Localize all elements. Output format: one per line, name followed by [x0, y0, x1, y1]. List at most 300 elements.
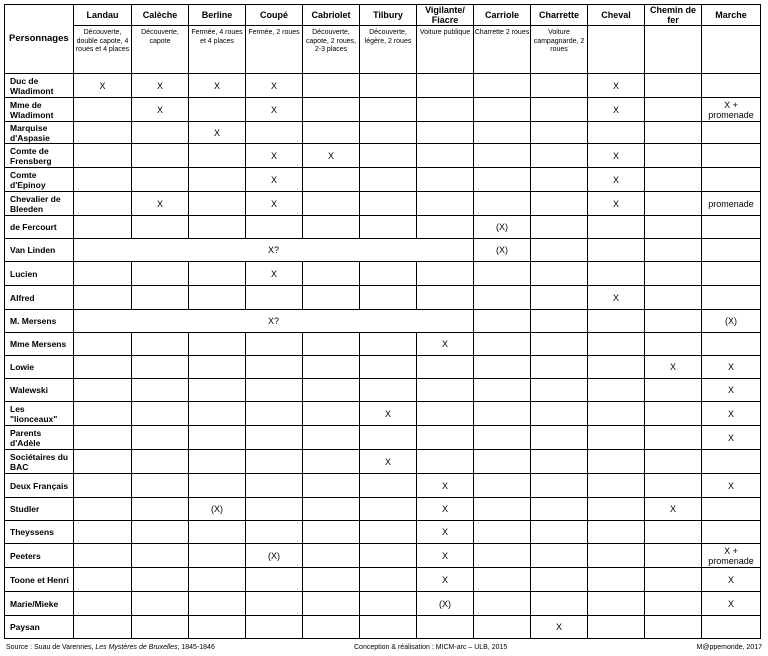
table-cell — [417, 216, 474, 239]
table-cell — [74, 592, 132, 616]
character-name: Alfred — [5, 286, 74, 310]
table-cell — [303, 568, 360, 592]
table-cell — [246, 286, 303, 310]
table-cell — [645, 98, 702, 122]
table-cell — [474, 144, 531, 168]
table-cell — [531, 498, 588, 521]
table-cell — [74, 192, 132, 216]
table-cell — [588, 310, 645, 333]
character-name: Paysan — [5, 616, 74, 639]
table-cell: X + promenade — [702, 98, 761, 122]
source-suffix: , 1845-1846 — [177, 644, 215, 651]
table-cell — [588, 402, 645, 426]
transport-table — [4, 4, 761, 639]
table-cell — [132, 286, 189, 310]
footer — [4, 643, 764, 655]
table-cell — [189, 333, 246, 356]
table-cell: X — [702, 568, 761, 592]
table-cell — [702, 168, 761, 192]
table-cell — [531, 74, 588, 98]
table-cell — [360, 168, 417, 192]
table-cell — [246, 450, 303, 474]
table-row — [5, 474, 761, 498]
character-name: Peeters — [5, 544, 74, 568]
table-row — [5, 74, 761, 98]
table-cell — [588, 616, 645, 639]
table-row — [5, 168, 761, 192]
table-cell — [474, 333, 531, 356]
table-cell — [189, 521, 246, 544]
column-description: Découverte, légère, 2 roues — [360, 26, 417, 74]
table-cell — [645, 379, 702, 402]
table-cell: X — [702, 402, 761, 426]
table-cell: X — [531, 616, 588, 639]
table-cell: X — [417, 568, 474, 592]
table-cell: X — [189, 74, 246, 98]
column-description: Découverte, capote, 2 roues, 2-3 places — [303, 26, 360, 74]
source-title: Les Mystères de Bruxelles — [95, 644, 178, 651]
table-cell — [246, 521, 303, 544]
table-cell — [645, 192, 702, 216]
table-cell — [417, 402, 474, 426]
table-cell — [74, 568, 132, 592]
table-cell — [588, 333, 645, 356]
table-cell: X — [246, 192, 303, 216]
table-cell — [531, 286, 588, 310]
table-cell — [189, 426, 246, 450]
column-header: Landau — [74, 5, 132, 26]
table-cell — [246, 333, 303, 356]
table-cell — [360, 592, 417, 616]
table-cell — [474, 450, 531, 474]
table-cell: X — [246, 262, 303, 286]
column-description — [702, 26, 761, 74]
character-name: Studler — [5, 498, 74, 521]
table-cell — [531, 356, 588, 379]
table-cell — [360, 356, 417, 379]
table-cell — [474, 98, 531, 122]
table-cell — [132, 426, 189, 450]
table-cell — [360, 122, 417, 144]
table-cell — [189, 144, 246, 168]
table-cell — [588, 356, 645, 379]
character-name: Theyssens — [5, 521, 74, 544]
table-cell — [531, 168, 588, 192]
table-cell — [474, 192, 531, 216]
table-cell: X — [588, 286, 645, 310]
character-name: Toone et Henri — [5, 568, 74, 592]
table-cell — [417, 356, 474, 379]
table-cell — [246, 379, 303, 402]
character-name: Walewski — [5, 379, 74, 402]
table-row — [5, 122, 761, 144]
table-cell — [588, 544, 645, 568]
table-row — [5, 262, 761, 286]
column-header: Chemin de fer — [645, 5, 702, 26]
table-cell: X — [132, 192, 189, 216]
table-cell — [531, 402, 588, 426]
table-cell — [531, 333, 588, 356]
table-cell — [74, 474, 132, 498]
table-cell — [645, 262, 702, 286]
table-cell — [360, 568, 417, 592]
table-cell: X — [246, 98, 303, 122]
table-row — [5, 216, 761, 239]
table-cell — [74, 216, 132, 239]
column-header: Calèche — [132, 5, 189, 26]
character-name: Duc de Wladimont — [5, 74, 74, 98]
table-row — [5, 544, 761, 568]
table-cell: X — [417, 521, 474, 544]
table-cell — [531, 426, 588, 450]
table-cell — [417, 144, 474, 168]
table-cell — [360, 192, 417, 216]
table-cell — [702, 74, 761, 98]
table-cell — [189, 616, 246, 639]
character-name: M. Mersens — [5, 310, 74, 333]
table-cell — [531, 98, 588, 122]
table-cell — [132, 474, 189, 498]
column-description: Voiture campagnarde, 2 roues — [531, 26, 588, 74]
table-cell — [132, 216, 189, 239]
table-cell — [74, 450, 132, 474]
column-header: Marche — [702, 5, 761, 26]
table-cell — [702, 450, 761, 474]
table-row — [5, 192, 761, 216]
table-cell — [645, 568, 702, 592]
table-cell — [74, 379, 132, 402]
character-name: Van Linden — [5, 239, 74, 262]
table-cell — [417, 122, 474, 144]
table-cell — [74, 498, 132, 521]
table-cell — [74, 262, 132, 286]
table-cell — [588, 426, 645, 450]
table-cell — [360, 144, 417, 168]
table-cell — [189, 286, 246, 310]
table-cell — [246, 426, 303, 450]
table-cell — [189, 262, 246, 286]
character-name: Comte d'Epinoy — [5, 168, 74, 192]
table-cell — [588, 498, 645, 521]
table-cell: X — [702, 356, 761, 379]
table-cell: X — [246, 144, 303, 168]
table-cell — [474, 262, 531, 286]
credit-note: Conception & réalisation : MICM-arc – ULB, 2015 — [354, 644, 508, 651]
table-cell — [417, 98, 474, 122]
merged-uncertain-cell: X? — [74, 239, 474, 262]
table-cell: X — [246, 168, 303, 192]
table-cell — [531, 592, 588, 616]
table-cell: X — [132, 98, 189, 122]
table-cell — [303, 521, 360, 544]
table-cell — [132, 333, 189, 356]
table-cell — [303, 262, 360, 286]
table-cell — [246, 402, 303, 426]
table-cell — [474, 544, 531, 568]
table-cell — [531, 544, 588, 568]
table-cell — [360, 262, 417, 286]
table-cell: X — [588, 144, 645, 168]
table-row — [5, 498, 761, 521]
table-cell — [474, 498, 531, 521]
copyright-note: M@ppemonde, 2017 — [696, 644, 762, 651]
table-cell: (X) — [474, 239, 531, 262]
table-cell — [417, 379, 474, 402]
table-cell — [645, 474, 702, 498]
table-cell — [645, 544, 702, 568]
table-cell: X — [417, 544, 474, 568]
table-row — [5, 450, 761, 474]
table-cell: X — [360, 402, 417, 426]
table-cell — [417, 168, 474, 192]
table-cell — [303, 356, 360, 379]
table-cell — [246, 592, 303, 616]
table-cell: X — [189, 122, 246, 144]
table-cell: (X) — [417, 592, 474, 616]
table-cell — [360, 286, 417, 310]
table-cell — [417, 426, 474, 450]
column-description: Fermée, 4 roues et 4 places — [189, 26, 246, 74]
table-row — [5, 521, 761, 544]
table-cell: X — [417, 498, 474, 521]
table-cell — [645, 144, 702, 168]
table-cell — [645, 239, 702, 262]
table-cell — [360, 498, 417, 521]
table-cell — [531, 239, 588, 262]
table-row — [5, 592, 761, 616]
table-cell: (X) — [702, 310, 761, 333]
table-cell: X — [588, 74, 645, 98]
table-row — [5, 144, 761, 168]
table-cell — [474, 168, 531, 192]
source-prefix: Source : Suau de Varennes, — [6, 644, 96, 651]
column-header: Coupé — [246, 5, 303, 26]
table-cell — [702, 333, 761, 356]
table-cell — [645, 402, 702, 426]
table-cell — [474, 426, 531, 450]
character-name: Mme de Wladimont — [5, 98, 74, 122]
table-cell — [132, 122, 189, 144]
character-name: Lowie — [5, 356, 74, 379]
table-cell — [303, 74, 360, 98]
table-cell — [531, 310, 588, 333]
table-cell — [189, 379, 246, 402]
table-cell — [360, 426, 417, 450]
table-cell — [189, 192, 246, 216]
table-cell: X — [645, 356, 702, 379]
table-cell — [303, 474, 360, 498]
table-cell — [645, 286, 702, 310]
table-cell — [474, 356, 531, 379]
table-cell — [588, 592, 645, 616]
table-cell — [702, 144, 761, 168]
table-cell — [474, 568, 531, 592]
table-cell — [246, 216, 303, 239]
table-cell — [189, 592, 246, 616]
table-cell — [189, 402, 246, 426]
table-cell — [531, 379, 588, 402]
corner-label: Personnages — [5, 5, 74, 74]
table-row — [5, 426, 761, 450]
table-cell — [360, 544, 417, 568]
character-name: Les "lionceaux" — [5, 402, 74, 426]
table-row — [5, 379, 761, 402]
table-cell — [417, 192, 474, 216]
table-cell — [360, 98, 417, 122]
character-name: Marquise d'Aspasie — [5, 122, 74, 144]
column-header-row — [5, 5, 761, 26]
table-cell — [132, 379, 189, 402]
table-cell — [474, 286, 531, 310]
table-cell — [360, 616, 417, 639]
table-cell — [531, 450, 588, 474]
column-header: Cheval — [588, 5, 645, 26]
table-cell — [132, 521, 189, 544]
table-cell: X — [132, 74, 189, 98]
table-cell — [588, 450, 645, 474]
table-cell — [303, 592, 360, 616]
table-cell — [74, 426, 132, 450]
table-cell: X — [702, 426, 761, 450]
table-cell — [74, 616, 132, 639]
character-name: Mme Mersens — [5, 333, 74, 356]
table-row — [5, 616, 761, 639]
table-cell: X — [417, 333, 474, 356]
table-cell — [74, 356, 132, 379]
table-row — [5, 402, 761, 426]
table-row — [5, 239, 761, 262]
table-cell — [417, 616, 474, 639]
table-cell — [246, 498, 303, 521]
table-cell — [74, 168, 132, 192]
table-cell — [531, 521, 588, 544]
table-cell — [360, 521, 417, 544]
table-cell — [303, 616, 360, 639]
table-cell — [303, 168, 360, 192]
column-description — [588, 26, 645, 74]
table-cell — [246, 474, 303, 498]
table-cell — [189, 450, 246, 474]
column-header: Tilbury — [360, 5, 417, 26]
table-cell — [132, 544, 189, 568]
table-cell — [417, 74, 474, 98]
table-body — [5, 74, 761, 639]
table-cell — [189, 474, 246, 498]
column-header: Cabriolet — [303, 5, 360, 26]
table-cell: X — [246, 74, 303, 98]
table-cell — [303, 122, 360, 144]
table-cell — [303, 426, 360, 450]
table-cell — [360, 74, 417, 98]
character-name: Lucien — [5, 262, 74, 286]
table-cell — [303, 450, 360, 474]
table-cell: X — [702, 592, 761, 616]
table-cell: X + promenade — [702, 544, 761, 568]
table-cell — [132, 262, 189, 286]
table-cell — [645, 74, 702, 98]
source-note — [6, 644, 215, 651]
table-cell — [588, 216, 645, 239]
table-cell — [702, 521, 761, 544]
table-cell — [645, 592, 702, 616]
table-cell — [588, 521, 645, 544]
table-cell — [246, 122, 303, 144]
table-cell — [645, 310, 702, 333]
table-cell — [132, 356, 189, 379]
table-cell — [74, 98, 132, 122]
table-cell — [189, 98, 246, 122]
table-cell — [588, 474, 645, 498]
table-cell — [74, 402, 132, 426]
table-cell: (X) — [246, 544, 303, 568]
table-cell — [474, 402, 531, 426]
table-cell: (X) — [189, 498, 246, 521]
table-cell: X — [74, 74, 132, 98]
table-cell — [303, 379, 360, 402]
carriage-table-container — [4, 4, 761, 639]
table-cell — [246, 616, 303, 639]
table-cell — [417, 262, 474, 286]
table-cell — [474, 122, 531, 144]
character-name: Chevalier de Bleeden — [5, 192, 74, 216]
table-row — [5, 356, 761, 379]
table-cell — [74, 544, 132, 568]
table-cell — [132, 402, 189, 426]
table-cell — [531, 192, 588, 216]
table-cell — [360, 333, 417, 356]
table-cell: X — [360, 450, 417, 474]
table-cell — [588, 568, 645, 592]
table-cell — [474, 474, 531, 498]
column-description: Charrette 2 roues — [474, 26, 531, 74]
column-header: Berline — [189, 5, 246, 26]
table-cell: X — [303, 144, 360, 168]
column-description — [645, 26, 702, 74]
table-row — [5, 333, 761, 356]
table-cell — [702, 286, 761, 310]
column-header: Charrette — [531, 5, 588, 26]
column-header: Carriole — [474, 5, 531, 26]
column-description: Découverte, double capote, 4 roues et 4 places — [74, 26, 132, 74]
table-cell — [531, 122, 588, 144]
table-cell — [474, 74, 531, 98]
character-name: Marie/Mieke — [5, 592, 74, 616]
table-cell — [588, 239, 645, 262]
merged-uncertain-cell: X? — [74, 310, 474, 333]
table-cell: X — [417, 474, 474, 498]
table-cell: X — [588, 168, 645, 192]
table-cell: X — [702, 474, 761, 498]
table-cell — [531, 568, 588, 592]
table-cell — [360, 379, 417, 402]
table-cell — [74, 286, 132, 310]
table-cell — [702, 616, 761, 639]
character-name: de Fercourt — [5, 216, 74, 239]
table-cell — [360, 216, 417, 239]
table-cell — [588, 262, 645, 286]
column-description: Voiture publique — [417, 26, 474, 74]
table-cell — [74, 144, 132, 168]
table-cell — [645, 616, 702, 639]
table-cell — [531, 216, 588, 239]
table-cell — [588, 122, 645, 144]
table-cell: promenade — [702, 192, 761, 216]
table-cell — [417, 450, 474, 474]
table-cell: X — [645, 498, 702, 521]
column-description: Découverte, capote — [132, 26, 189, 74]
column-header: Vigilante/ Fiacre — [417, 5, 474, 26]
table-cell — [303, 216, 360, 239]
